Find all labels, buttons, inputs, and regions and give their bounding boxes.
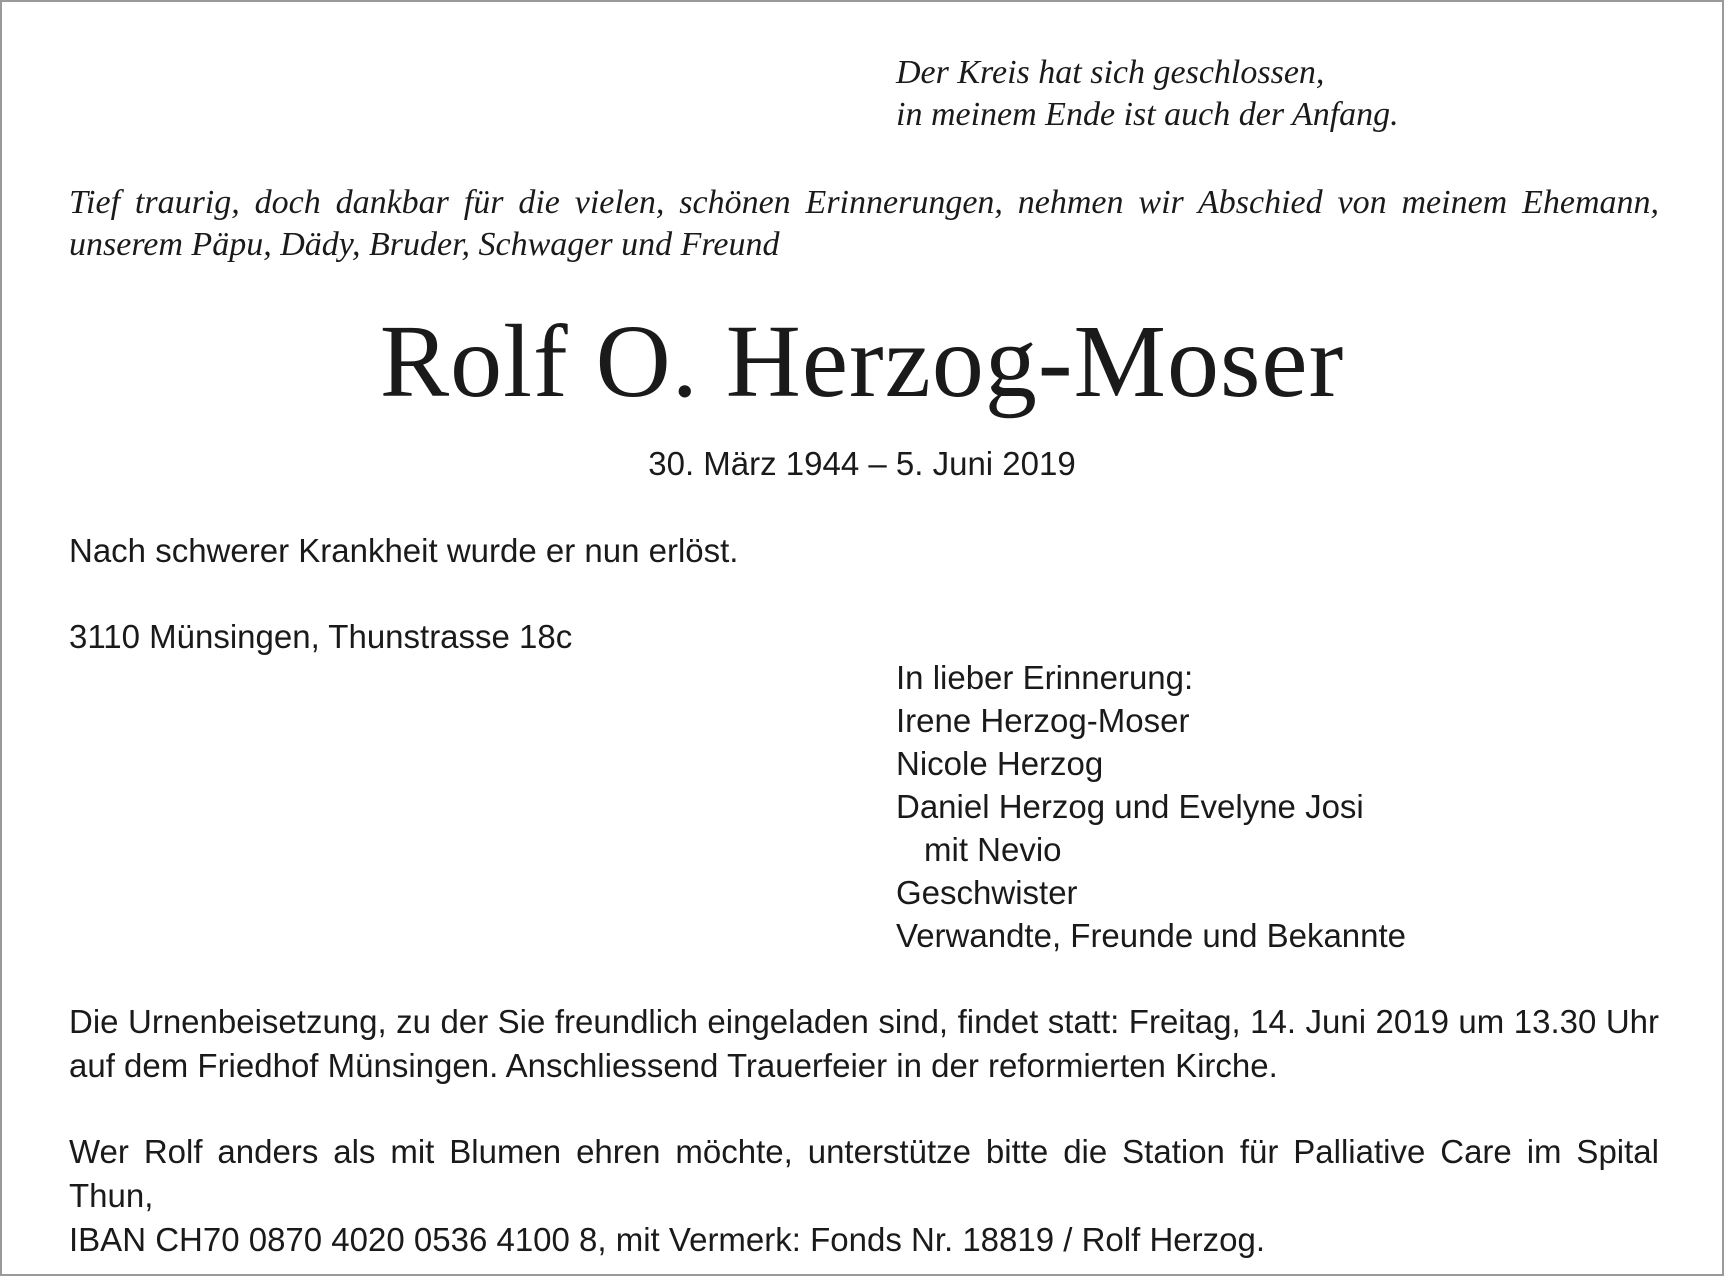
mourners-heading: In lieber Erinnerung:: [896, 659, 1194, 696]
mourner-name: Nicole Herzog: [896, 745, 1104, 782]
motto-line: in meinem Ende ist auch der Anfang.: [896, 96, 1399, 133]
deceased-name: Rolf O. Herzog-Moser: [379, 304, 1345, 419]
ceremony-line: auf dem Friedhof Münsingen. Anschliessend Trauerfeier in der reformierten Kirche.: [69, 1047, 1278, 1084]
motto-line: Der Kreis hat sich geschlossen,: [896, 54, 1325, 91]
life-dates: 30. März 1944 – 5. Juni 2019: [648, 445, 1076, 482]
donation-info: [69, 1130, 1659, 1262]
mourner-name: mit Nevio: [924, 831, 1062, 868]
donation-line: IBAN CH70 0870 4020 0536 4100 8, mit Vermerk: Fonds Nr. 18819 / Rolf Herzog.: [69, 1221, 1265, 1258]
mourner-name: Irene Herzog-Moser: [896, 702, 1190, 739]
mourner-name: Daniel Herzog und Evelyne Josi: [896, 788, 1364, 825]
mourner-name: Verwandte, Freunde und Bekannte: [896, 917, 1407, 954]
donation-line: Wer Rolf anders als mit Blumen ehren möchte, unterstütze bitte die Station für Palliative Care im Spital Thun,: [69, 1133, 1659, 1214]
ceremony-line: Die Urnenbeisetzung, zu der Sie freundlich eingeladen sind, findet statt: Freitag, 14. Juni 2019 um 13.30 Uhr: [69, 1003, 1659, 1040]
intro-line: Tief traurig, doch dankbar für die vielen, schönen Erinnerungen, nehmen wir Abschied von meinem Ehemann,: [69, 184, 1659, 221]
mourner-name: Geschwister: [896, 874, 1078, 911]
intro-line: unserem Päpu, Dädy, Bruder, Schwager und Freund: [69, 226, 780, 263]
motto-quote: [896, 52, 1399, 136]
family-address: 3110 Münsingen, Thunstrasse 18c: [69, 618, 573, 655]
intro-text: [69, 182, 1659, 266]
illness-note: Nach schwerer Krankheit wurde er nun erlöst.: [69, 532, 739, 569]
mourners-list: [896, 656, 1406, 957]
ceremony-info: [69, 1000, 1659, 1088]
